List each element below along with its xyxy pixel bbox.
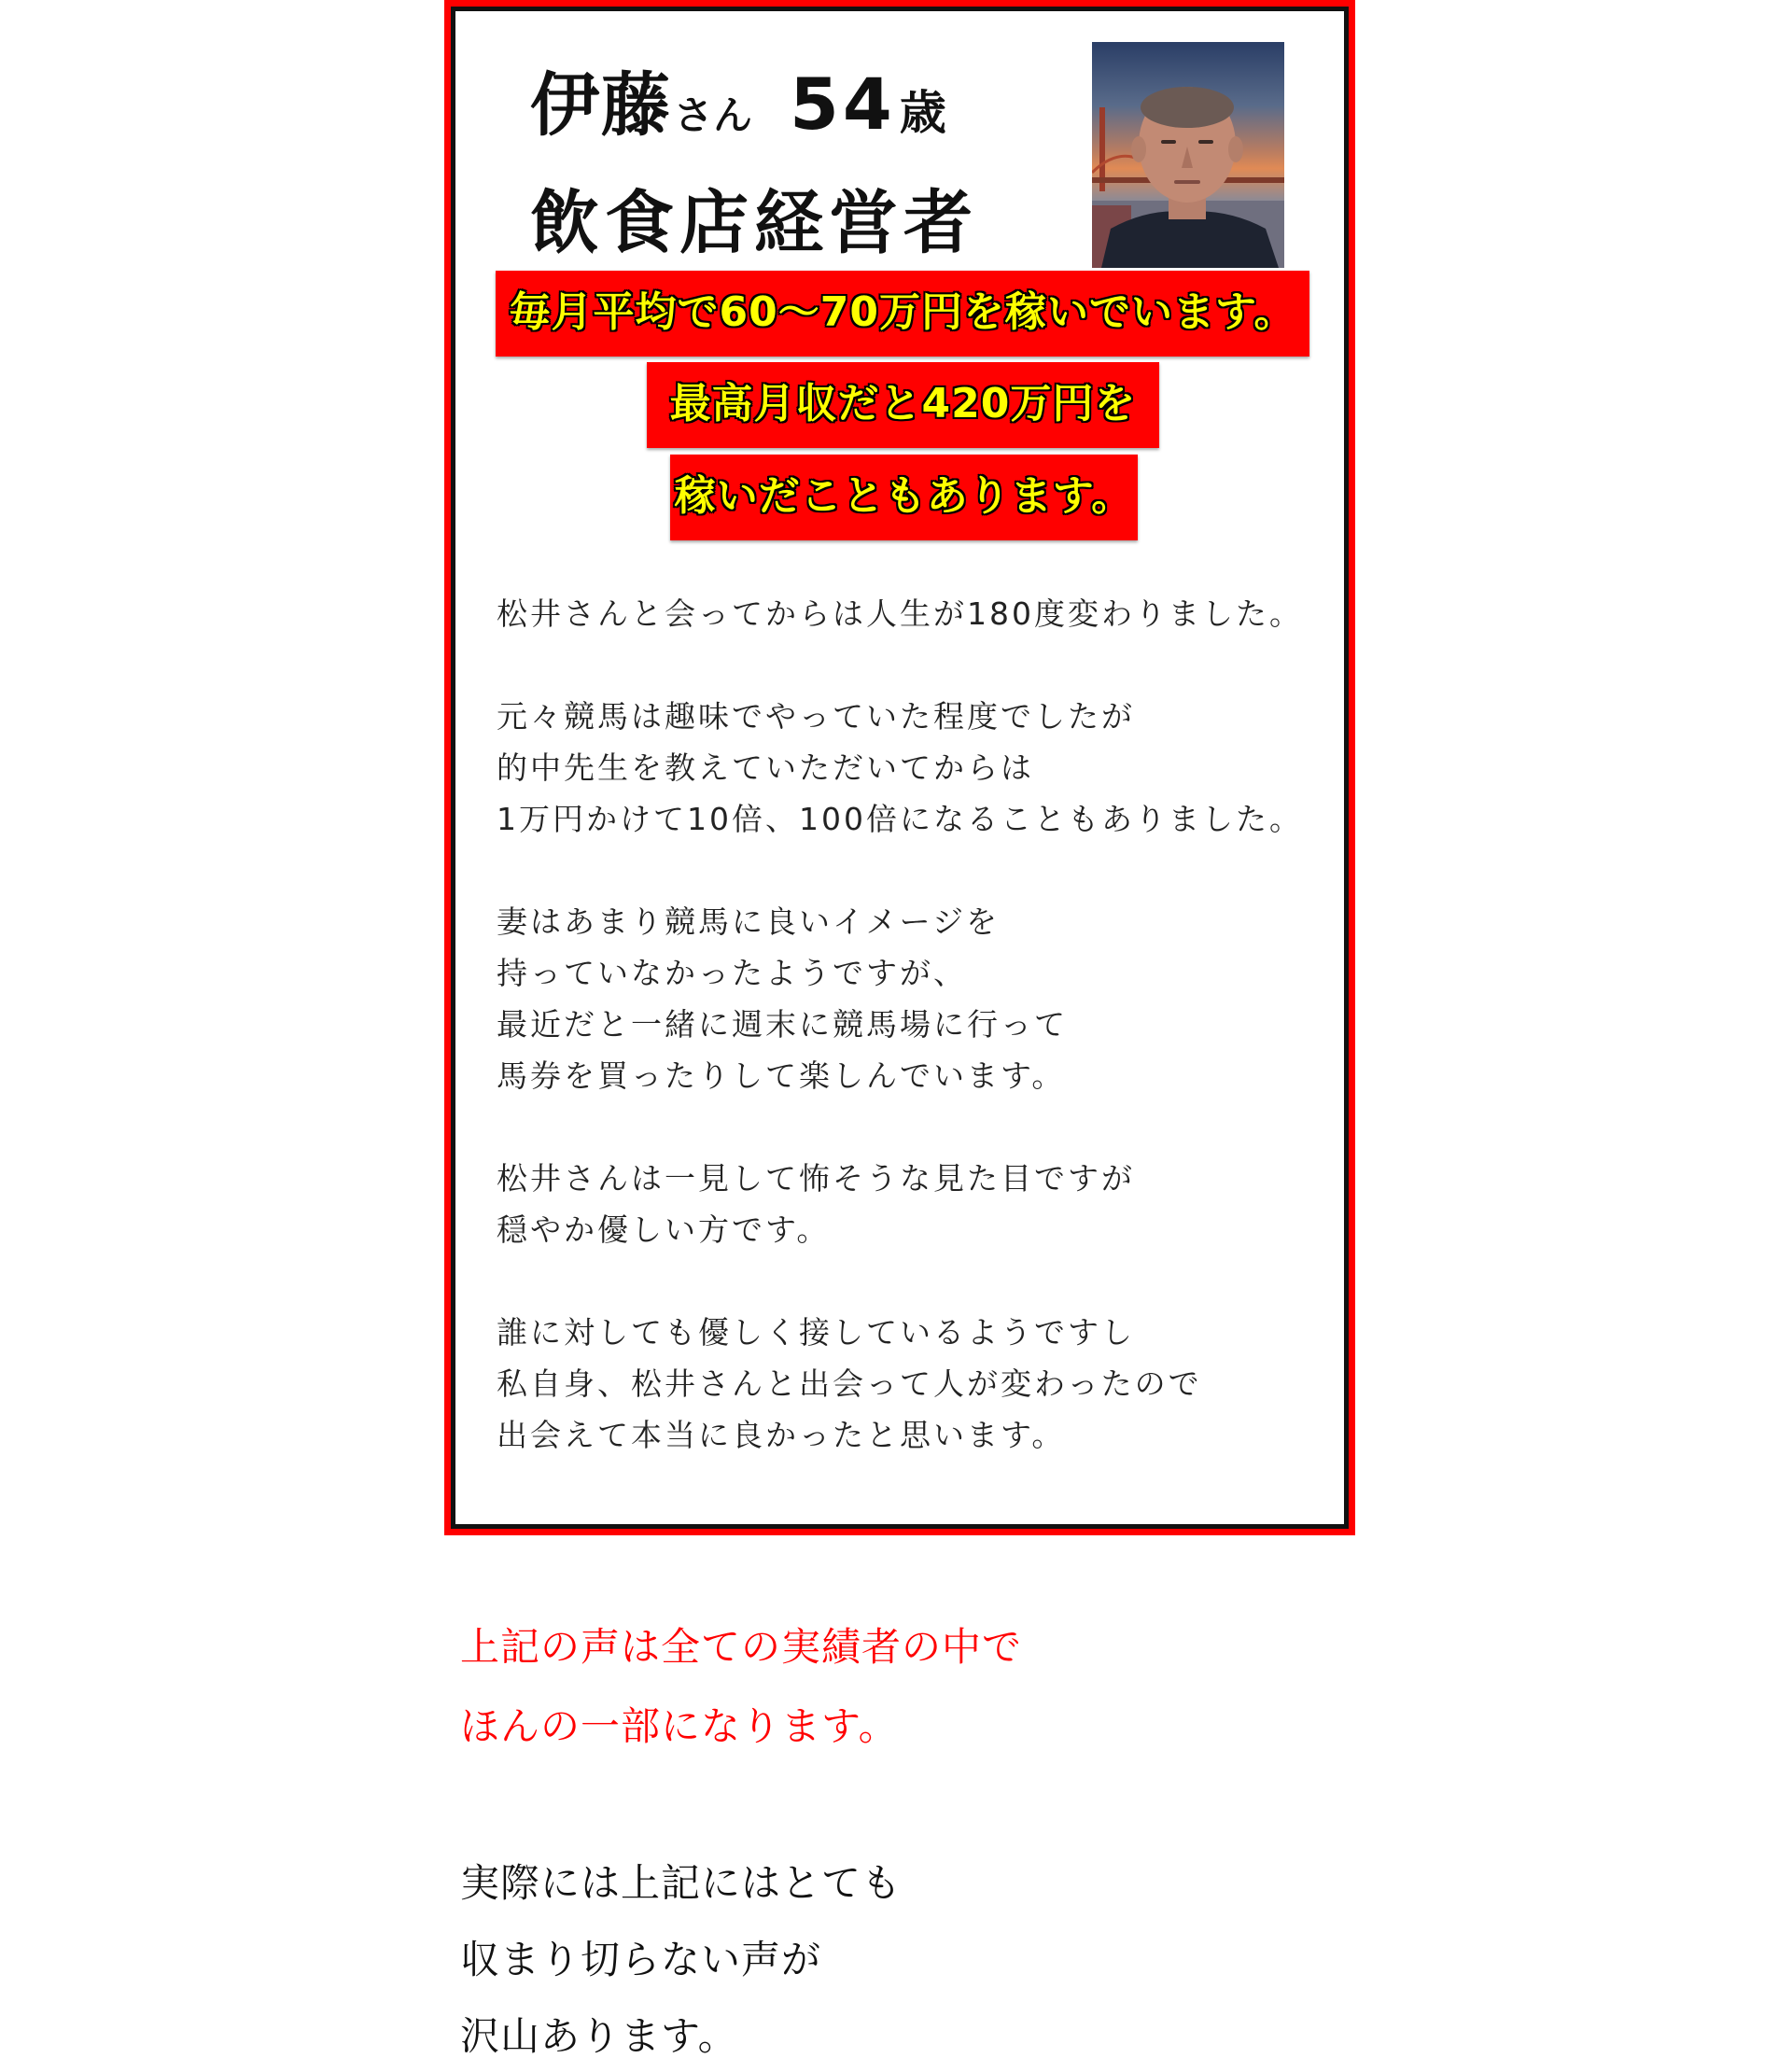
closing-note-line: 実際には上記にはとても [460, 1860, 903, 1906]
testimonial-name-line [530, 63, 946, 146]
testimonial-card-inner [451, 7, 1349, 1529]
person-photo [1092, 42, 1284, 268]
testimonial-paragraph [497, 1153, 1346, 1255]
income-banner-1: 毎月平均で60〜70万円を稼いでいます。 [496, 271, 1309, 357]
closing-note [460, 1845, 902, 2072]
testimonial-line: 1万円かけて10倍、100倍になることもありました。 [497, 801, 1303, 837]
closing-note-line: 収まり切らない声が [460, 1937, 822, 1982]
person-honorific: さん [674, 92, 753, 138]
testimonial-line: 私自身、松井さんと出会って人が変わったので [497, 1365, 1202, 1402]
testimonial-card [444, 0, 1355, 1535]
highlight-note [460, 1607, 1022, 1766]
testimonial-line: 松井さんは一見して怖そうな見た目ですが [497, 1160, 1135, 1197]
closing-note-line: 沢山あります。 [460, 2013, 738, 2059]
testimonial-body [497, 588, 1346, 1512]
person-portrait-icon [1092, 42, 1284, 268]
testimonial-line: 誰に対しても優しく接しているようですし [497, 1314, 1135, 1351]
person-name: 伊藤 [530, 65, 672, 146]
testimonial-line: 最近だと一緒に週末に競馬場に行って [497, 1006, 1068, 1043]
testimonial-line: 妻はあまり競馬に良いイメージを [497, 903, 1001, 940]
highlight-note-line: 上記の声は全ての実績者の中で [460, 1624, 1023, 1670]
testimonial-line: 出会えて本当に良かったと思います。 [497, 1417, 1066, 1453]
testimonial-paragraph [497, 896, 1346, 1101]
testimonial-line: 持っていなかったようですが、 [497, 955, 967, 991]
testimonial-line: 馬券を買ったりして楽しんでいます。 [497, 1057, 1066, 1094]
testimonial-line: 穏やか優しい方です。 [497, 1211, 831, 1248]
person-age: 54 [790, 63, 896, 146]
testimonial-line: 松井さんと会ってからは人生が180度変わりました。 [497, 595, 1303, 632]
testimonial-paragraph [497, 1307, 1346, 1461]
person-occupation: 飲食店経営者 [530, 183, 978, 263]
income-banner-3: 稼いだこともあります。 [670, 455, 1138, 540]
highlight-note-line: ほんの一部になります。 [460, 1703, 899, 1749]
testimonial-line: 元々競馬は趣味でやっていた程度でしたが [497, 698, 1135, 735]
testimonial-line: 的中先生を教えていただいてからは [497, 749, 1034, 786]
testimonial-paragraph [497, 588, 1346, 639]
income-banner-2: 最高月収だと420万円を [647, 362, 1159, 448]
person-age-unit: 歳 [899, 86, 946, 140]
testimonial-paragraph [497, 691, 1346, 845]
